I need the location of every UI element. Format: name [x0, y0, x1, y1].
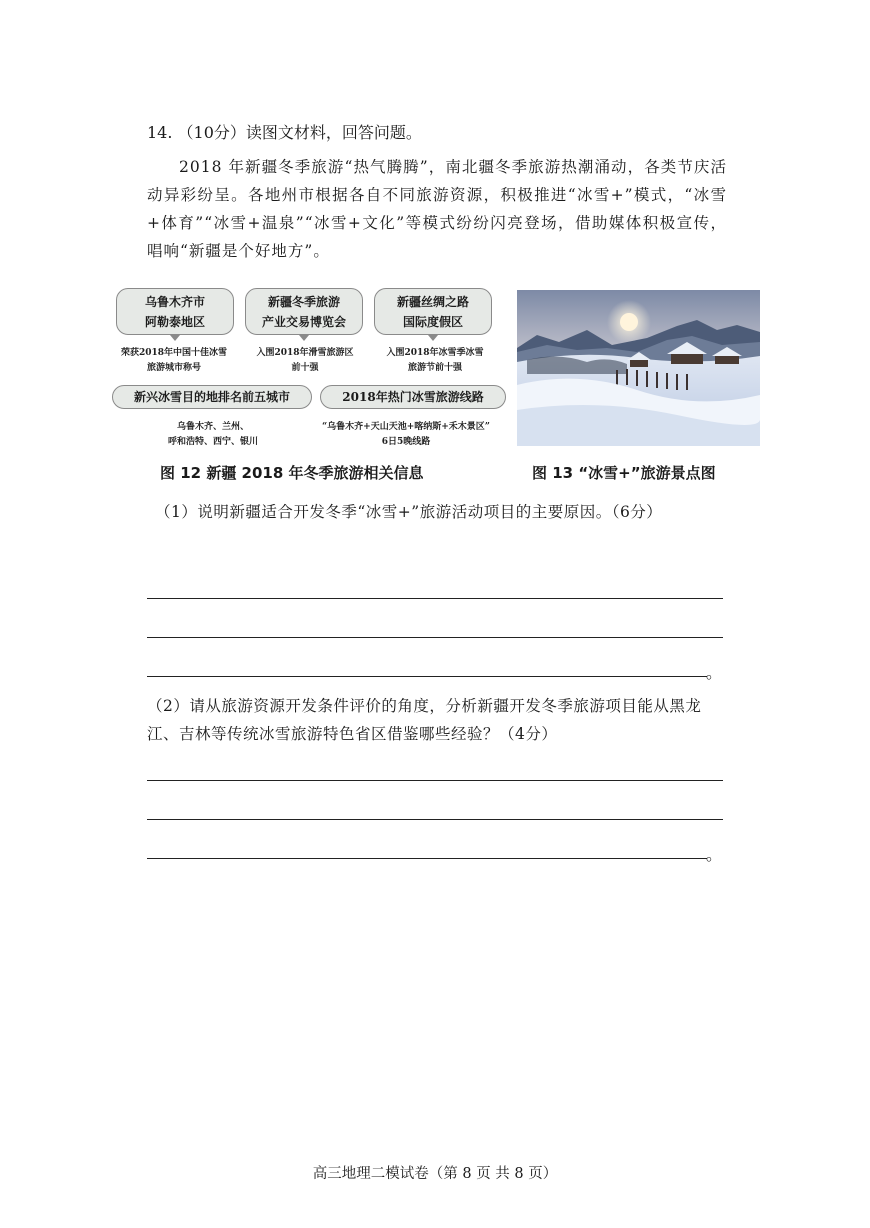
period-mark: 。	[706, 845, 723, 864]
note-urumqi-altay	[108, 346, 240, 376]
info-box-line: 乌鲁木齐市	[144, 295, 205, 309]
answer-line[interactable]	[147, 676, 707, 677]
answer-line[interactable]	[147, 637, 723, 638]
sub-question-2: （2）请从旅游资源开发条件评价的角度，分析新疆开发冬季旅游项目能从黑龙江、吉林等传统冰雪旅游特色省区借鉴哪些经验？（4分）	[147, 697, 702, 743]
info-box-line: 阿勒泰地区	[144, 315, 205, 329]
answer-line[interactable]	[147, 858, 707, 859]
answer-line[interactable]	[147, 598, 723, 599]
info-box-line: 新疆冬季旅游	[267, 295, 340, 309]
note-line: 呼和浩特、西宁、银川	[167, 437, 258, 447]
note-line: 入围2018年冰雪季冰雪	[386, 348, 484, 358]
note-line: 6日5晚线路	[381, 437, 431, 447]
callout-pointer	[170, 335, 180, 341]
answer-line[interactable]	[147, 819, 723, 820]
note-popular-route	[304, 420, 508, 450]
sub-question-1: （1）说明新疆适合开发冬季“冰雪+”旅游活动项目的主要原因。（6分）	[155, 503, 663, 521]
info-box-line: 国际度假区	[402, 315, 463, 329]
info-box-line: 产业交易博览会	[261, 315, 346, 329]
figure-12-caption: 图 12 新疆 2018 年冬季旅游相关信息	[160, 464, 424, 482]
pill-popular-routes: 2018年热门冰雪旅游线路	[320, 385, 506, 409]
paragraph-text: 2018 年新疆冬季旅游“热气腾腾”，南北疆冬季旅游热潮涌动，各类节庆活动异彩纷呈。各地州市根据各自不同旅游资源，积极推进“冰雪+”模式，“冰雪+体育”“冰雪+温泉”“冰雪+文化”等模式纷纷闪亮登场，借助媒体积极宣传，唱响“新疆是个好地方”。	[147, 158, 727, 260]
period-mark: 。	[706, 663, 723, 682]
pill-emerging-destinations: 新兴冰雪目的地排名前五城市	[112, 385, 312, 409]
question-title: 14. （10分）读图文材料，回答问题。	[147, 123, 422, 142]
info-box-expo	[245, 288, 363, 335]
callout-pointer	[428, 335, 438, 341]
page-footer: 高三地理二模试卷（第 8 页 共 8 页）	[312, 1166, 558, 1182]
figure-12-diagram	[108, 283, 508, 453]
question-paragraph	[147, 153, 727, 265]
callout-pointer	[299, 335, 309, 341]
note-line: 旅游城市称号	[146, 363, 201, 373]
info-box-urumqi-altay	[116, 288, 234, 335]
note-line: 旅游节前十强	[407, 363, 462, 373]
note-line: 荣获2018年中国十佳冰雪	[120, 348, 228, 358]
figure-13-caption: 图 13 “冰雪+”旅游景点图	[532, 464, 716, 482]
snow-village-photo	[517, 290, 760, 446]
note-line: 前十强	[291, 363, 319, 373]
note-expo	[240, 346, 370, 376]
note-line: 入围2018年滑雪旅游区	[256, 348, 354, 358]
note-emerging-cities	[118, 420, 308, 450]
note-line: 乌鲁木齐、兰州、	[176, 422, 249, 432]
info-box-silk-road-resort	[374, 288, 492, 335]
note-silk-road-resort	[370, 346, 500, 376]
info-box-line: 新疆丝绸之路	[396, 295, 469, 309]
note-line: “乌鲁木齐+天山天池+喀纳斯+禾木景区”	[322, 422, 490, 432]
answer-line[interactable]	[147, 780, 723, 781]
